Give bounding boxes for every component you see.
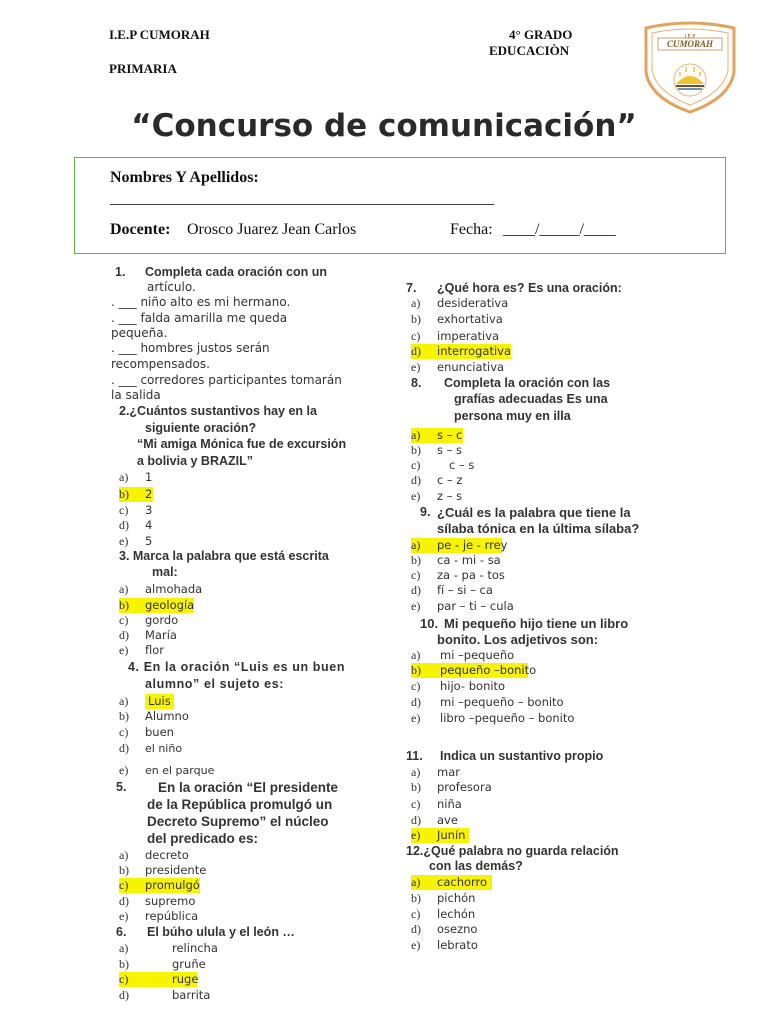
option-text: s – c bbox=[437, 428, 463, 442]
option-letter: a) bbox=[411, 428, 421, 442]
q10-option-e[interactable] bbox=[411, 711, 574, 726]
q8-option-e[interactable] bbox=[411, 489, 462, 504]
q6-option-b[interactable] bbox=[119, 957, 206, 972]
q12-option-d[interactable] bbox=[411, 922, 477, 937]
option-text: barrita bbox=[172, 988, 211, 1002]
option-text: presidente bbox=[145, 863, 207, 877]
option-text: 5 bbox=[145, 534, 153, 548]
option-text: pequeño –bonito bbox=[440, 663, 537, 677]
q7-text: ¿Qué hora es? Es una oración: bbox=[437, 281, 622, 295]
option-letter: b) bbox=[411, 443, 421, 457]
option-letter: c) bbox=[411, 458, 421, 472]
teacher-label: Docente: bbox=[110, 221, 171, 238]
option-letter: e) bbox=[411, 711, 421, 725]
q1-line[interactable]: . ___ corredores participantes tomarán bbox=[111, 373, 342, 387]
option-text: interrogativa bbox=[437, 344, 512, 358]
option-text: 3 bbox=[145, 503, 153, 517]
q6-option-c[interactable] bbox=[119, 972, 197, 987]
option-text: niña bbox=[437, 797, 462, 811]
school-logo bbox=[640, 20, 740, 115]
option-text: almohada bbox=[145, 582, 203, 596]
q2-option-e[interactable] bbox=[119, 534, 152, 549]
q4-option-a[interactable] bbox=[119, 694, 174, 709]
q9-text-2: sílaba tónica en la última sílaba? bbox=[437, 521, 640, 536]
q9-option-a[interactable] bbox=[411, 538, 508, 553]
q8-text: Completa la oración con las bbox=[444, 376, 611, 390]
q1-line[interactable]: . ___ niño alto es mi hermano. bbox=[111, 295, 291, 309]
q12-option-c[interactable] bbox=[411, 907, 475, 922]
q3-option-d[interactable] bbox=[119, 628, 177, 643]
option-text: osezno bbox=[437, 922, 478, 936]
q9-option-c[interactable] bbox=[411, 568, 505, 583]
option-letter: a) bbox=[119, 470, 129, 484]
q3-option-a[interactable] bbox=[119, 582, 202, 597]
q1-line[interactable]: . ___ hombres justos serán bbox=[111, 341, 270, 355]
option-text: Alumno bbox=[145, 709, 189, 723]
option-letter: a) bbox=[411, 648, 421, 662]
option-text: gruñe bbox=[172, 957, 206, 971]
option-letter: c) bbox=[411, 907, 421, 921]
q1-line: pequeña. bbox=[111, 326, 168, 340]
q7-option-e[interactable] bbox=[411, 360, 504, 375]
option-text: pe - je - rrey bbox=[437, 538, 508, 552]
q2-option-d[interactable] bbox=[119, 518, 152, 533]
q8-number: 8. bbox=[411, 376, 422, 390]
q1-number: 1. bbox=[115, 265, 126, 279]
q5-text-2: de la República promulgó un bbox=[147, 797, 333, 812]
option-text: pichón bbox=[437, 891, 476, 905]
q5-option-a[interactable] bbox=[119, 848, 189, 863]
option-text: relincha bbox=[172, 941, 218, 955]
option-letter: b) bbox=[119, 598, 129, 612]
option-letter: d) bbox=[119, 518, 129, 532]
q8-option-c[interactable] bbox=[411, 458, 474, 473]
q12-option-a[interactable] bbox=[411, 875, 492, 890]
option-text: za - pa - tos bbox=[437, 568, 505, 582]
q5-text-3: Decreto Supremo” el núcleo bbox=[147, 814, 329, 829]
option-letter: b) bbox=[119, 863, 129, 877]
option-letter: d) bbox=[411, 344, 421, 358]
q10-option-c[interactable] bbox=[411, 679, 505, 694]
option-text: Junín bbox=[437, 828, 466, 842]
option-letter: e) bbox=[411, 360, 421, 374]
option-text: gordo bbox=[145, 613, 179, 627]
page-title: “Concurso de comunicación” bbox=[131, 108, 637, 144]
school-level: PRIMARIA bbox=[109, 61, 177, 76]
option-letter: b) bbox=[411, 891, 421, 905]
option-letter: d) bbox=[411, 473, 421, 487]
grade-label: 4° GRADO bbox=[509, 27, 573, 42]
option-letter: d) bbox=[411, 922, 421, 936]
option-text: libro –pequeño – bonito bbox=[440, 711, 575, 725]
q1-line: la salida bbox=[111, 388, 161, 402]
q8-text-3: persona muy en illa bbox=[454, 409, 571, 423]
logo-name-text: CUMORAH bbox=[666, 39, 713, 49]
q2-text-4: a bolivia y BRAZIL” bbox=[137, 454, 253, 468]
option-text: c – z bbox=[437, 473, 463, 487]
option-text: par – ti – cula bbox=[437, 599, 514, 613]
q10-option-b[interactable] bbox=[411, 663, 537, 678]
option-letter: a) bbox=[119, 941, 129, 955]
option-letter: e) bbox=[411, 938, 421, 952]
option-text: z – s bbox=[437, 489, 463, 503]
option-letter: d) bbox=[119, 988, 129, 1002]
q5-text: En la oración “El presidente bbox=[158, 780, 339, 795]
option-text: mar bbox=[437, 765, 460, 779]
q4-option-c[interactable] bbox=[119, 725, 174, 740]
option-text: profesora bbox=[437, 780, 492, 794]
option-letter: c) bbox=[119, 613, 129, 627]
q1-line[interactable]: . ___ falda amarilla me queda bbox=[111, 311, 288, 325]
q4-option-e[interactable] bbox=[119, 763, 214, 778]
q2-text: 2.¿Cuántos sustantivos hay en la bbox=[119, 404, 317, 418]
q4-text: 4. En la oración “Luis es un buen bbox=[128, 660, 346, 674]
logo-top-text: I.E.P bbox=[684, 34, 696, 40]
school-name: I.E.P CUMORAH bbox=[109, 27, 210, 42]
q11-option-a[interactable] bbox=[411, 765, 460, 780]
q1-text: Completa cada oración con un bbox=[145, 265, 327, 279]
q6-text: El búho ulula y el león … bbox=[147, 925, 295, 939]
option-text: 2 bbox=[145, 487, 153, 501]
q10-number: 10. bbox=[420, 616, 439, 631]
q10-option-d[interactable] bbox=[411, 695, 564, 710]
option-text: exhortativa bbox=[437, 312, 503, 326]
name-line[interactable]: ________________________________________________ bbox=[110, 190, 494, 207]
option-text: lebrato bbox=[437, 938, 478, 952]
option-letter: b) bbox=[119, 957, 129, 971]
q5-number: 5. bbox=[116, 780, 127, 794]
option-text: enunciativa bbox=[437, 360, 505, 374]
option-text: desiderativa bbox=[437, 296, 509, 310]
teacher-name: Orosco Juarez Jean Carlos bbox=[187, 221, 357, 238]
option-text: c – s bbox=[449, 458, 475, 472]
q9-option-b[interactable] bbox=[411, 553, 501, 568]
option-text: en el parque bbox=[145, 764, 215, 777]
q7-option-b[interactable] bbox=[411, 312, 503, 327]
option-letter: a) bbox=[411, 875, 421, 889]
option-letter: b) bbox=[411, 553, 421, 567]
option-letter: c) bbox=[411, 329, 421, 343]
option-letter: d) bbox=[119, 628, 129, 642]
option-text: mi –pequeño bbox=[440, 648, 515, 662]
q2-option-a[interactable] bbox=[119, 470, 152, 485]
q4-text-2: alumno” el sujeto es: bbox=[145, 677, 285, 691]
option-text: república bbox=[145, 909, 199, 923]
option-text: flor bbox=[145, 643, 165, 657]
q11-option-b[interactable] bbox=[411, 780, 492, 795]
q2-option-c[interactable] bbox=[119, 503, 152, 518]
option-letter: b) bbox=[411, 663, 421, 677]
q2-text-2: siguiente oración? bbox=[145, 421, 257, 435]
q8-option-b[interactable] bbox=[411, 443, 462, 458]
q8-option-d[interactable] bbox=[411, 473, 462, 488]
option-letter: e) bbox=[119, 763, 129, 777]
option-letter: b) bbox=[119, 709, 129, 723]
q5-option-d[interactable] bbox=[119, 894, 195, 909]
q3-option-b[interactable] bbox=[119, 598, 194, 613]
option-text: lechón bbox=[437, 907, 476, 921]
option-letter: a) bbox=[119, 694, 129, 708]
q4-option-d[interactable] bbox=[119, 741, 182, 756]
q9-number: 9. bbox=[420, 505, 431, 519]
option-text: 4 bbox=[145, 518, 153, 532]
option-text: imperativa bbox=[437, 329, 500, 343]
option-letter: d) bbox=[119, 894, 129, 908]
q2-option-b[interactable] bbox=[119, 487, 153, 502]
q8-text-2: grafías adecuadas Es una bbox=[454, 392, 608, 406]
option-letter: a) bbox=[119, 582, 129, 596]
option-letter: a) bbox=[411, 765, 421, 779]
option-letter: c) bbox=[411, 679, 421, 693]
option-text: María bbox=[145, 628, 177, 642]
option-text: ca - mi - sa bbox=[437, 553, 501, 567]
option-text: decreto bbox=[145, 848, 189, 862]
option-letter: d) bbox=[411, 583, 421, 597]
q6-option-d[interactable] bbox=[119, 988, 210, 1003]
q1-line: recompensados. bbox=[111, 357, 210, 371]
option-letter: c) bbox=[119, 503, 129, 517]
option-text: 1 bbox=[145, 470, 153, 484]
q10-option-a[interactable] bbox=[411, 648, 514, 663]
q11-option-c[interactable] bbox=[411, 797, 462, 812]
q1-text-2: artículo. bbox=[147, 280, 196, 294]
q11-option-d[interactable] bbox=[411, 813, 458, 828]
q3-option-e[interactable] bbox=[119, 643, 164, 658]
option-letter: c) bbox=[119, 972, 129, 986]
option-letter: d) bbox=[119, 741, 129, 755]
q5-option-c[interactable] bbox=[119, 878, 200, 893]
option-letter: a) bbox=[411, 296, 421, 310]
q6-option-a[interactable] bbox=[119, 941, 218, 956]
option-letter: c) bbox=[119, 878, 129, 892]
q12-text: 12.¿Qué palabra no guarda relación bbox=[406, 844, 619, 858]
q9-text: ¿Cuál es la palabra que tiene la bbox=[437, 505, 631, 520]
q3-option-c[interactable] bbox=[119, 613, 178, 628]
option-letter: d) bbox=[411, 695, 421, 709]
option-letter: a) bbox=[119, 848, 129, 862]
option-text: mi –pequeño – bonito bbox=[440, 695, 564, 709]
option-letter: b) bbox=[411, 780, 421, 794]
q5-option-b[interactable] bbox=[119, 863, 206, 878]
q5-text-4: del predicado es: bbox=[147, 831, 259, 846]
date-label: Fecha: bbox=[450, 221, 493, 238]
q11-number: 11. bbox=[406, 749, 423, 763]
q2-text-3: “Mi amiga Mónica fue de excursión bbox=[137, 437, 347, 451]
student-info-box bbox=[74, 157, 726, 254]
option-text: fí – si – ca bbox=[437, 583, 493, 597]
option-text: supremo bbox=[145, 894, 196, 908]
q7-number: 7. bbox=[406, 281, 417, 295]
option-letter: c) bbox=[411, 568, 421, 582]
q5-option-e[interactable] bbox=[119, 909, 198, 924]
option-text: Luis bbox=[145, 694, 174, 709]
name-label: Nombres Y Apellidos: bbox=[110, 169, 259, 186]
q7-option-a[interactable] bbox=[411, 296, 508, 311]
q6-number: 6. bbox=[116, 925, 127, 939]
option-text: el niño bbox=[145, 742, 183, 755]
q4-option-b[interactable] bbox=[119, 709, 189, 724]
option-letter: b) bbox=[119, 487, 129, 501]
q11-option-e[interactable] bbox=[411, 828, 469, 843]
option-text: ruge bbox=[172, 972, 199, 986]
date-blank[interactable]: ____/_____/____ bbox=[503, 221, 616, 238]
q12-option-e[interactable] bbox=[411, 938, 478, 953]
option-text: hijo- bonito bbox=[440, 679, 506, 693]
q12-text-2: con las demás? bbox=[429, 859, 523, 873]
option-text: cachorro bbox=[437, 875, 488, 889]
q11-text: Indica un sustantivo propio bbox=[440, 749, 604, 763]
q10-text-2: bonito. Los adjetivos son: bbox=[437, 632, 599, 647]
q9-option-e[interactable] bbox=[411, 599, 514, 614]
option-text: promulgó bbox=[145, 878, 200, 892]
option-text: geología bbox=[145, 598, 195, 612]
q3-text: 3. Marca la palabra que está escrita bbox=[119, 549, 329, 563]
q7-option-c[interactable] bbox=[411, 329, 499, 344]
option-letter: a) bbox=[411, 538, 421, 552]
option-text: buen bbox=[145, 725, 174, 739]
option-text: ave bbox=[437, 813, 458, 827]
q9-option-d[interactable] bbox=[411, 583, 493, 598]
option-letter: d) bbox=[411, 813, 421, 827]
option-letter: c) bbox=[411, 797, 421, 811]
option-letter: e) bbox=[411, 489, 421, 503]
option-letter: e) bbox=[119, 909, 129, 923]
q12-option-b[interactable] bbox=[411, 891, 475, 906]
option-letter: e) bbox=[119, 643, 129, 657]
area-label: EDUCACIÒN bbox=[489, 43, 570, 58]
option-letter: e) bbox=[411, 599, 421, 613]
option-letter: e) bbox=[119, 534, 129, 548]
q8-option-a[interactable] bbox=[411, 428, 463, 443]
option-text: s – s bbox=[437, 443, 463, 457]
q10-text: Mi pequeño hijo tiene un libro bbox=[444, 616, 629, 631]
option-letter: c) bbox=[119, 725, 129, 739]
option-letter: b) bbox=[411, 312, 421, 326]
q7-option-d[interactable] bbox=[411, 344, 511, 359]
option-letter: e) bbox=[411, 828, 421, 842]
q3-text-2: mal: bbox=[152, 565, 178, 579]
